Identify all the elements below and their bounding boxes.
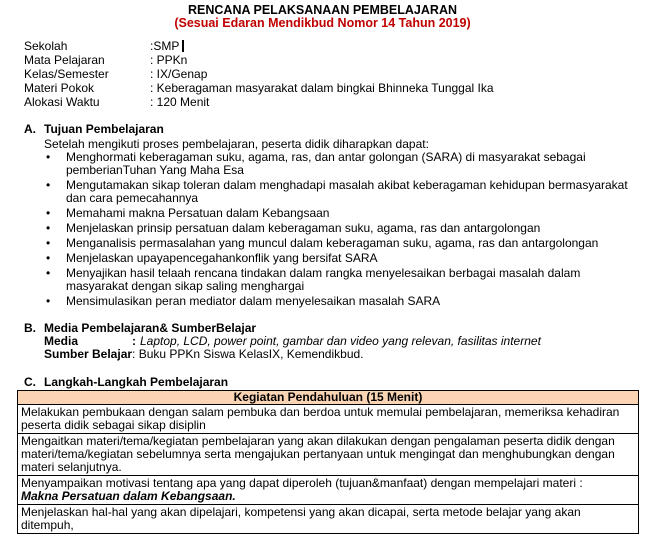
table-cell: Melakukan pembukaan dengan salam pembuka dan berdoa untuk memulai pembelajaran, memeriksa kehadiran peserta didik sebagai sikap disiplin xyxy=(18,405,639,434)
list-item: • Menjelaskan upayapencegahankonflik yang bersifat SARA xyxy=(46,251,378,265)
section-title: Media Pembelajaran& SumberBelajar xyxy=(44,321,257,335)
section-title: Tujuan Pembelajaran xyxy=(44,122,164,136)
source-label: Sumber Belajar xyxy=(44,347,133,361)
info-row-sekolah xyxy=(24,40,184,53)
table-cell: Menyampaikan motivasi tentang apa yang dapat diperoleh (tujuan&manfaat) dengan mempelajari materi : Makna Persatuan dalam Kebangsaan. xyxy=(18,476,639,505)
info-label: Materi Pokok xyxy=(24,81,95,95)
section-number: C. xyxy=(24,375,36,389)
document-subtitle: (Sesuai Edaran Mendikbud Nomor 14 Tahun 2019) xyxy=(174,16,471,30)
table-cell: Mengaitkan materi/tema/kegiatan pembelajaran yang akan dilakukan dengan pengalaman peserta didik dengan materi/tema/kegiatan sebelumnya serta mengajukan pertanyaan untuk mengingat dan menghubungkan dengan materi selanjutnya. xyxy=(18,434,639,476)
table-row xyxy=(18,476,639,505)
bullet-icon: • xyxy=(46,236,51,250)
section-number: A. xyxy=(24,122,36,136)
section-c-heading xyxy=(24,375,228,389)
section-number: B. xyxy=(24,321,36,335)
bullet-icon: • xyxy=(46,178,51,192)
section-a-heading xyxy=(24,122,164,136)
bullet-icon: • xyxy=(46,266,51,280)
info-label: Sekolah xyxy=(24,39,68,53)
info-label: Alokasi Waktu xyxy=(24,95,100,109)
media-row xyxy=(44,334,541,348)
activities-table xyxy=(17,390,639,534)
section-b-heading xyxy=(24,321,256,335)
objectives-list xyxy=(44,151,634,310)
media-value: Laptop, LCD, power point, gambar dan video yang relevan, fasilitas internet xyxy=(140,334,541,348)
info-row-materi-pokok xyxy=(24,82,494,95)
table-header: Kegiatan Pendahuluan (15 Menit) xyxy=(18,391,639,405)
list-item: • Mensimulasikan peran mediator dalam menyelesaikan masalah SARA xyxy=(46,294,441,308)
info-row-alokasi-waktu xyxy=(24,96,209,109)
info-row-kelas-semester xyxy=(24,68,207,81)
table-row xyxy=(18,405,639,434)
bullet-icon: • xyxy=(46,294,51,308)
list-item: • Memahami makna Persatuan dalam Kebangsaan xyxy=(46,206,330,220)
info-value: : 120 Menit xyxy=(150,95,210,109)
bullet-icon: • xyxy=(46,221,51,235)
bullet-icon: • xyxy=(46,251,51,265)
list-item: • Menganalisis permasalahan yang muncul dalam keberagaman suku, agama, ras dan antargolongan xyxy=(46,236,599,250)
info-value: : IX/Genap xyxy=(150,67,208,81)
list-item: • Menyajikan hasil telaah rencana tindakan dalam rangka menyelesaikan berbagai masalah dalam masyarakat dengan sikap saling menghargai xyxy=(46,266,581,293)
info-value: : Keberagaman masyarakat dalam bingkai Bhinneka Tunggal Ika xyxy=(150,81,494,95)
info-value[interactable]: :SMP xyxy=(150,39,180,53)
section-title: Langkah-Langkah Pembelajaran xyxy=(44,375,229,389)
media-label: Media xyxy=(44,334,79,348)
list-item: • Mengutamakan sikap toleran dalam menghadapi masalah akibat keberagaman kehidupan bermasyarakat dan cara pemecahannya xyxy=(46,178,628,205)
table-row xyxy=(18,434,639,476)
source-value: : Buku PPKn Siswa KelasIX, Kemendikbud. xyxy=(132,347,364,361)
table-header-row xyxy=(18,391,639,405)
table-row xyxy=(18,505,639,534)
info-row-mata-pelajaran xyxy=(24,54,187,67)
list-item: • Menjelaskan prinsip persatuan dalam keberagaman suku, agama, ras dan antargolongan xyxy=(46,221,541,235)
list-item: • Menghormati keberagaman suku, agama, ras, dan antar golongan (SARA) di masyarakat sebagai pemberianTuhan Yang Maha Esa xyxy=(46,150,586,177)
info-value: : PPKn xyxy=(150,53,188,67)
source-row xyxy=(44,347,364,361)
bullet-icon: • xyxy=(46,206,51,220)
objectives-intro: Setelah mengikuti proses pembelajaran, peserta didik diharapkan dapat: xyxy=(44,137,429,151)
emphasis-text: Makna Persatuan dalam Kebangsaan. xyxy=(21,489,236,503)
bullet-icon: • xyxy=(46,150,51,164)
info-label: Kelas/Semester xyxy=(24,67,109,81)
text-cursor xyxy=(182,40,184,52)
document-title: RENCANA PELAKSANAAN PEMBELAJARAN xyxy=(188,3,457,17)
media-colon: : xyxy=(132,334,136,348)
table-cell: Menjelaskan hal-hal yang akan dipelajari, kompetensi yang akan dicapai, serta metode belajar yang akan ditempuh, xyxy=(18,505,639,534)
info-label: Mata Pelajaran xyxy=(24,53,105,67)
